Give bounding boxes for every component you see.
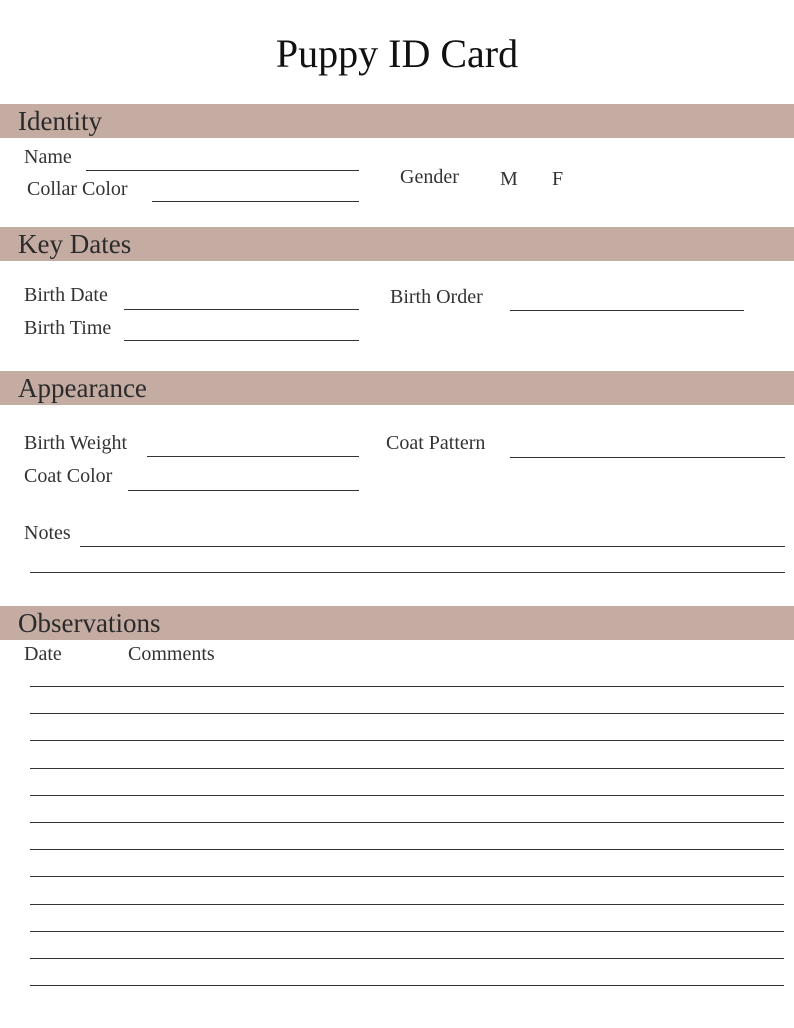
- section-title: Appearance: [18, 373, 147, 403]
- coat-pattern-label: Coat Pattern: [386, 432, 486, 454]
- page-title: Puppy ID Card: [275, 31, 519, 76]
- gender-label: Gender: [400, 166, 459, 188]
- section-header-appearance: [0, 371, 794, 405]
- birth-date-label: Birth Date: [24, 284, 108, 306]
- observation-row-line[interactable]: [30, 985, 784, 986]
- notes-field[interactable]: [80, 546, 785, 547]
- section-title: Identity: [18, 106, 102, 136]
- observation-row-line[interactable]: [30, 768, 784, 769]
- gender-option-m[interactable]: M: [500, 168, 518, 190]
- section-header-observations: [0, 606, 794, 640]
- birth-time-field[interactable]: [124, 340, 359, 341]
- observation-row-line[interactable]: [30, 904, 784, 905]
- observation-row-line[interactable]: [30, 849, 784, 850]
- section-title: Observations: [18, 608, 161, 638]
- collar-color-label: Collar Color: [27, 178, 128, 200]
- comments-column-header: Comments: [128, 643, 215, 665]
- birth-time-label: Birth Time: [24, 317, 112, 339]
- birth-date-field[interactable]: [124, 309, 359, 310]
- section-header-identity: [0, 104, 794, 138]
- observation-row-line[interactable]: [30, 958, 784, 959]
- observation-row-line[interactable]: [30, 713, 784, 714]
- birth-order-label: Birth Order: [390, 286, 483, 308]
- observation-row-line[interactable]: [30, 740, 784, 741]
- observation-row-line[interactable]: [30, 931, 784, 932]
- birth-weight-label: Birth Weight: [24, 432, 128, 454]
- birth-order-field[interactable]: [510, 310, 744, 311]
- name-field[interactable]: [86, 170, 359, 171]
- birth-weight-field[interactable]: [147, 456, 359, 457]
- coat-color-field[interactable]: [128, 490, 359, 491]
- observation-row-line[interactable]: [30, 876, 784, 877]
- collar-color-field[interactable]: [152, 201, 359, 202]
- observation-row-line[interactable]: [30, 795, 784, 796]
- coat-color-label: Coat Color: [24, 465, 113, 487]
- section-title: Key Dates: [18, 229, 132, 259]
- notes-field-line-2[interactable]: [30, 572, 785, 573]
- notes-label: Notes: [24, 522, 71, 544]
- observation-row-line[interactable]: [30, 686, 784, 687]
- date-column-header: Date: [24, 643, 62, 665]
- observation-row-line[interactable]: [30, 822, 784, 823]
- name-label: Name: [24, 146, 72, 168]
- section-header-key-dates: [0, 227, 794, 261]
- coat-pattern-field[interactable]: [510, 457, 785, 458]
- gender-option-f[interactable]: F: [552, 168, 564, 190]
